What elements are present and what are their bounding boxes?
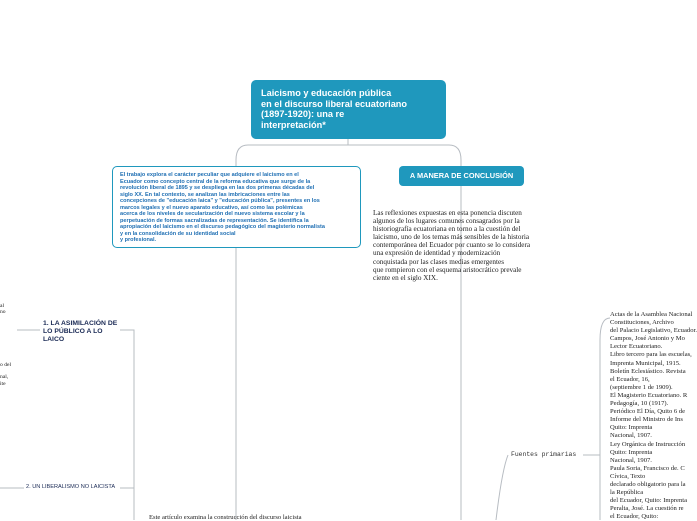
- conclusion-text[interactable]: [373, 209, 548, 282]
- conclusion-line: historiografía ecuatoriana en torno a la cuestión del: [373, 225, 521, 234]
- source-line: Cívica, Texto: [610, 472, 646, 480]
- source-line: Peralta, José. La cuestión re: [610, 505, 684, 513]
- offscreen-text-fragment: o del: [0, 362, 12, 368]
- topic-line: LO PÚBLICO A LO: [43, 327, 103, 335]
- offscreen-text-fragment: al: [0, 303, 5, 309]
- source-line: del Palacio Legislativo, Ecuador.: [610, 327, 697, 335]
- summary-line: revolución liberal de 1895 y se despliega en las dos primeras décadas del: [120, 185, 315, 191]
- sources-list[interactable]: [610, 311, 697, 521]
- summary-line: perpetuación de formas sacralizadas de representación. Se identifica la: [120, 217, 309, 224]
- source-line: declarado obligatorio para la: [610, 480, 686, 488]
- summary-topic[interactable]: [112, 166, 361, 248]
- article-intro-text[interactable]: Este artículo examina la construcción del discurso laicista: [149, 514, 302, 521]
- topic-liberalismo[interactable]: 2. UN LIBERALISMO NO LAICISTA: [26, 484, 116, 490]
- topic-asimilacion[interactable]: [43, 320, 128, 343]
- summary-line: y en la consolidación de su identidad social: [120, 230, 236, 237]
- source-line: el Ecuador, Quito:: [610, 513, 659, 521]
- root-title-line: Laicismo y educación pública: [261, 88, 392, 98]
- conclusion-line: conquistada por las clases medias emergentes: [373, 257, 504, 266]
- conclusion-line: una expresión de identidad y modernización: [373, 249, 501, 258]
- source-line: Libro tercero para las escuelas,: [610, 351, 692, 359]
- source-line: Boletín Eclesiástico. Revista: [610, 367, 686, 375]
- source-line: El Magisterio Ecuatoriano. R: [610, 391, 688, 399]
- conclusion-line: algunos de los lugares comunes consagrados por la: [373, 217, 520, 226]
- topic-fuentes-primarias[interactable]: Fuentes primarias: [511, 451, 577, 458]
- source-line: Quito: Imprenta: [610, 424, 653, 432]
- source-line: (septiembre 1 de 1909).: [610, 383, 673, 391]
- conclusion-line: ciente en el siglo XIX.: [373, 273, 438, 282]
- source-line: el Ecuador, 16,: [610, 375, 650, 383]
- source-line: Ley Orgánica de Instrucción: [610, 440, 686, 448]
- source-line: Quito: Imprenta: [610, 448, 653, 456]
- root-title-line: (1897-1920): una re: [261, 109, 345, 120]
- conclusion-line: que rompieron con el esquema aristocrático prevale: [373, 265, 522, 274]
- topic-line: 1. LA ASIMILACIÓN DE: [43, 320, 118, 327]
- conclusion-line: Las reflexiones expuestas en esta ponencia discuten: [373, 209, 522, 217]
- summary-line: concepciones de "educación laica" y "educación pública", presentes en los: [120, 198, 320, 204]
- source-line: Periódico El Día, Quito 6 de: [610, 408, 686, 416]
- source-line: Lector Ecuatoriano.: [610, 343, 663, 351]
- conclusion-topic[interactable]: A MANERA DE CONCLUSIÓN: [399, 166, 524, 186]
- source-line: Constituciones, Archivo: [610, 319, 674, 327]
- root-title-line: en el discurso liberal ecuatoriano: [261, 98, 408, 109]
- summary-line: y profesional.: [120, 237, 157, 243]
- offscreen-text-fragment: no: [0, 309, 6, 315]
- summary-line: marcos legales y el nuevo aparato educativo, así como las polémicas: [120, 204, 303, 211]
- source-line: Paula Soria, Francisco de. C: [610, 464, 685, 472]
- source-line: Nacional, 1907.: [610, 456, 652, 464]
- summary-line: Ecuador como concepto central de la reforma educativa que surge de la: [120, 178, 311, 185]
- root-title-line: interpretación*: [261, 119, 326, 130]
- summary-line: siglo XX. En tal contexto, se analizan las imbricaciones entre las: [120, 191, 290, 198]
- conclusion-line: contemporánea del Ecuador por cuanto se lo considera: [373, 241, 531, 250]
- summary-line: apropiación del laicismo en el discurso pedagógico del magisterio normalista: [120, 224, 325, 230]
- root-topic[interactable]: [251, 80, 446, 139]
- offscreen-text-fragment: ite: [0, 381, 6, 387]
- source-line: Actas de la Asamblea Nacional: [610, 311, 693, 318]
- source-line: Imprenta Municipal, 1915.: [610, 359, 681, 367]
- source-line: Pedagogía, 10 (1917).: [610, 400, 669, 408]
- conclusion-line: laicismo, uno de los temas más sensibles de la historia: [373, 233, 530, 242]
- summary-line: El trabajo explora el carácter peculiar que adquiere el laicismo en el: [120, 172, 299, 178]
- source-line: la República: [610, 489, 644, 497]
- source-line: Nacional, 1907.: [610, 432, 652, 440]
- source-line: Informe del Ministro de Ins: [610, 416, 683, 424]
- source-line: Campos, José Antonio y Mo: [610, 335, 685, 343]
- offscreen-text-fragment: nal,: [0, 374, 9, 380]
- summary-line: acerca de los niveles de secularización del nuevo sistema escolar y la: [120, 211, 305, 217]
- topic-line: LAICO: [43, 335, 65, 343]
- source-line: del Ecuador, Quito: Imprenta: [610, 497, 688, 505]
